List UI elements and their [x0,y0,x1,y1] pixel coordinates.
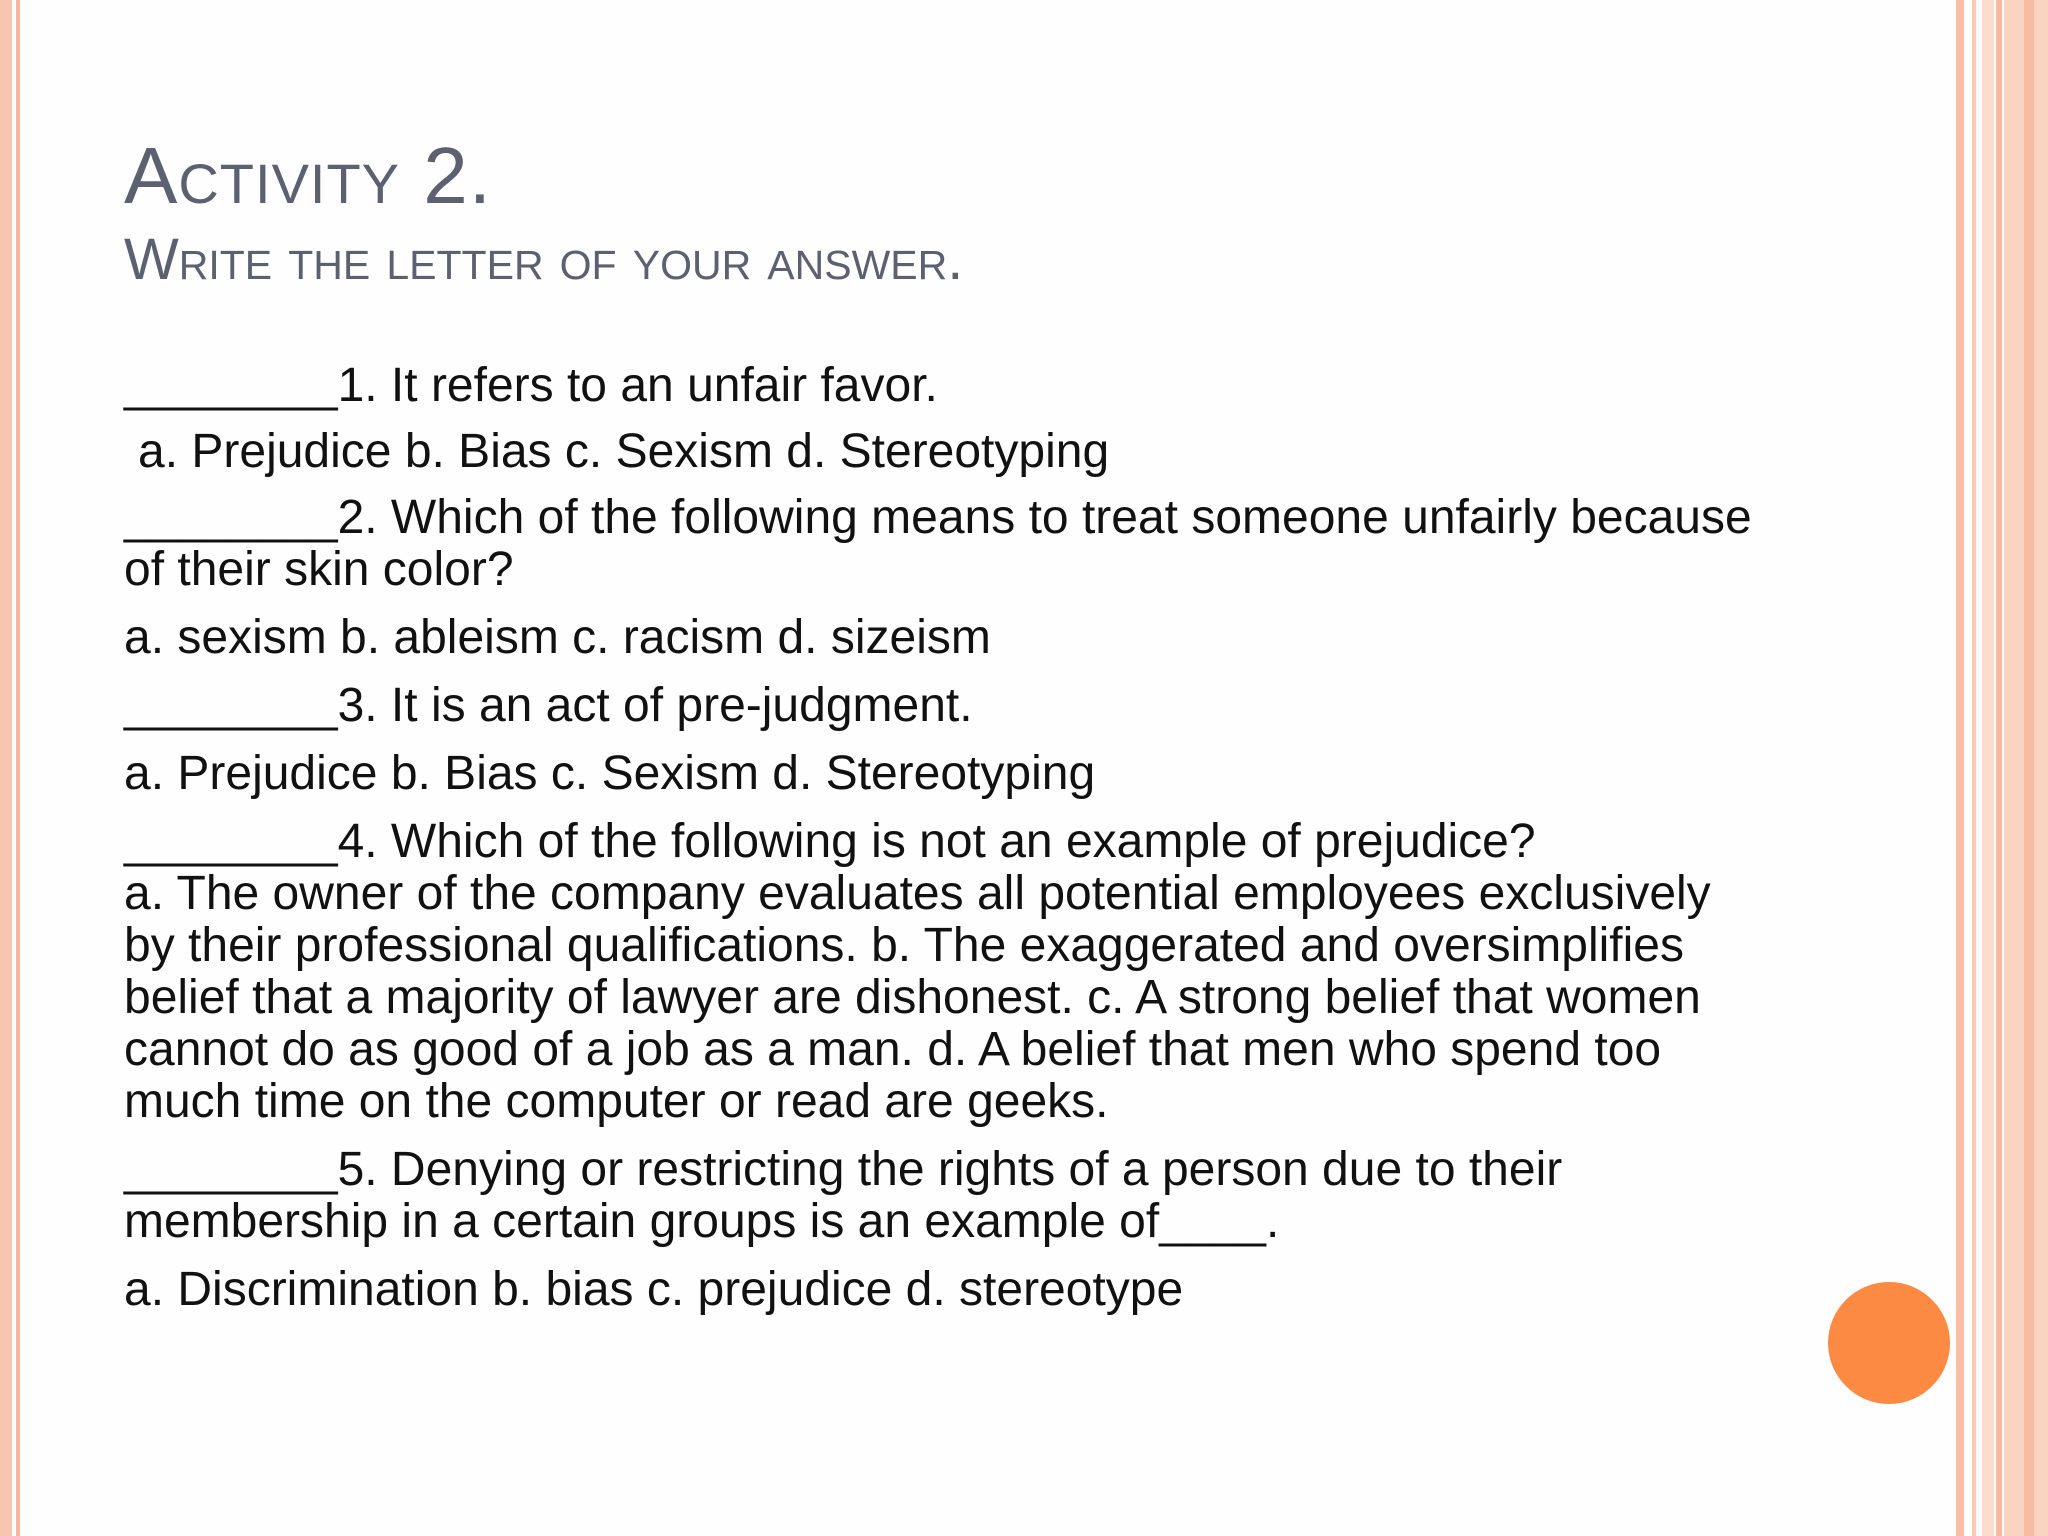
options-1: a. Prejudice b. Bias c. Sexism d. Stereotyping [138,425,1110,478]
question-2: ________2. Which of the following means to treat someone unfairly because of their skin color? [124,491,1752,596]
question-3: ________3. It is an act of pre-judgment. [124,679,973,732]
question-1: ________1. It refers to an unfair favor. [124,359,938,412]
left-border-line [16,0,20,1536]
options-5: a. Discrimination b. bias c. prejudice d. stereotype [124,1263,1184,1316]
question-4: ________4. Which of the following is not an example of prejudice? [124,815,1536,868]
right-stripe-decoration [2024,0,2034,1536]
options-2: a. sexism b. ableism c. racism d. sizeism [124,611,991,664]
right-stripe-decoration [1982,0,1994,1536]
title-block [124,128,963,296]
left-border-decoration [0,0,12,1536]
orange-circle-decoration [1828,1282,1950,1404]
options-4: a. The owner of the company evaluates all potential employees exclusively by their professional qualifications. b. The exaggerated and oversimplifies belief that a majority of lawyer are dishonest. c. A strong belief that women cannot do as good of a job as a man. d. A belief that men who spend too much time on the computer or read are geeks. [124,867,1711,1128]
right-stripe-decoration [1956,0,1964,1536]
options-3: a. Prejudice b. Bias c. Sexism d. Stereotyping [124,747,1096,800]
question-list [124,360,1764,1316]
right-stripe-decoration [1996,0,2002,1536]
right-stripe-decoration [1972,0,1976,1536]
question-5: ________5. Denying or restricting the rights of a person due to their membership in a certain groups is an example of____. [124,1143,1563,1248]
slide-title: Activity 2. [124,131,492,220]
slide-subtitle: Write the letter of your answer. [124,227,964,292]
